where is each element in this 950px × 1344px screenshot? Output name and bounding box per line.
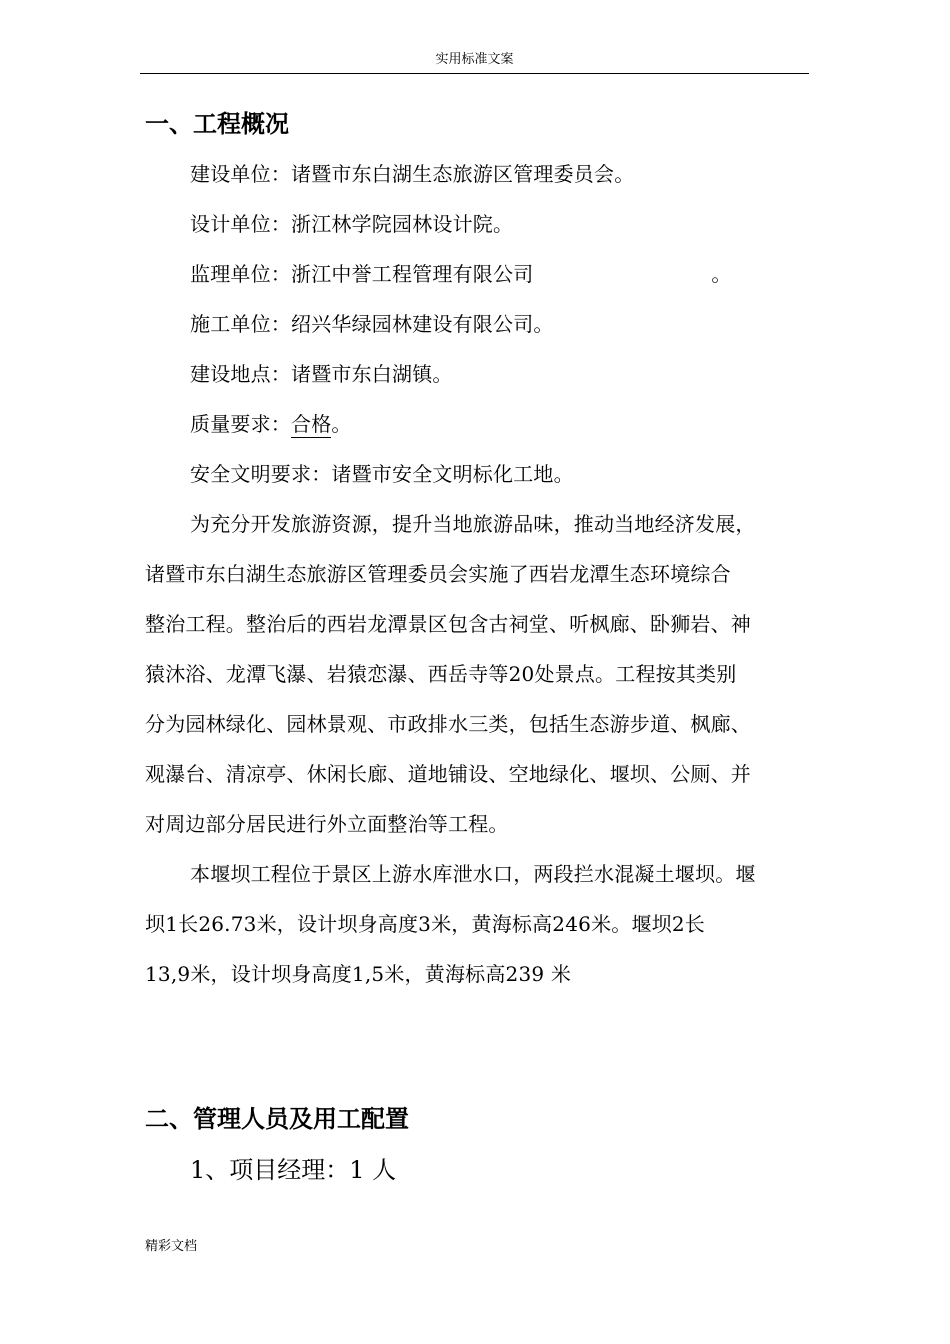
section-title-overview: 一、工程概况 xyxy=(145,110,289,138)
info-line-quality: 质量要求：合格。 xyxy=(190,412,352,436)
section-title-staffing: 二、管理人员及用工配置 xyxy=(145,1105,409,1133)
page-header: 实用标准文案 xyxy=(140,54,809,74)
para1-line-1: 为充分开发旅游资源，提升当地旅游品味，推动当地经济发展， xyxy=(190,512,756,536)
info-line-supervisor: 监理单位：浙江中誉工程管理有限公司 。 xyxy=(190,262,732,286)
para1-line-7: 对周边部分居民进行外立面整治等工程。 xyxy=(145,812,509,836)
para1-line-4: 猿沐浴、龙潭飞瀑、岩猿恋瀑、西岳寺等20处景点。工程按其类别 xyxy=(145,662,737,686)
para1-line-6: 观瀑台、清凉亭、休闲长廊、道地铺设、空地绿化、堰坝、公厕、并 xyxy=(145,762,751,786)
info-line-safety: 安全文明要求：诸暨市安全文明标化工地。 xyxy=(190,462,574,486)
para2-line-2: 坝1长26.73米，设计坝身高度3米，黄海标高246米。堰坝2长 xyxy=(145,912,706,936)
page-footer: 精彩文档 xyxy=(145,1239,198,1254)
info-line-contractor: 施工单位：绍兴华绿园林建设有限公司。 xyxy=(190,312,554,336)
para1-line-5: 分为园林绿化、园林景观、市政排水三类，包括生态游步道、枫廊、 xyxy=(145,712,751,736)
para1-line-3: 整治工程。整治后的西岩龙潭景区包含古祠堂、听枫廊、卧狮岩、神 xyxy=(145,612,751,636)
info-line-builder: 建设单位：诸暨市东白湖生态旅游区管理委员会。 xyxy=(190,162,635,186)
para1-line-2: 诸暨市东白湖生态旅游区管理委员会实施了西岩龙潭生态环境综合 xyxy=(145,562,731,586)
para2-line-1: 本堰坝工程位于景区上游水库泄水口，两段拦水混凝土堰坝。堰 xyxy=(190,862,756,886)
info-line-location: 建设地点：诸暨市东白湖镇。 xyxy=(190,362,453,386)
info-line-designer: 设计单位：浙江林学院园林设计院。 xyxy=(190,212,514,236)
para2-line-3: 13,9米，设计坝身高度1,5米，黄海标高239 米 xyxy=(145,962,572,986)
staff-item-project-manager: 1、项目经理：1 人 xyxy=(190,1156,397,1184)
